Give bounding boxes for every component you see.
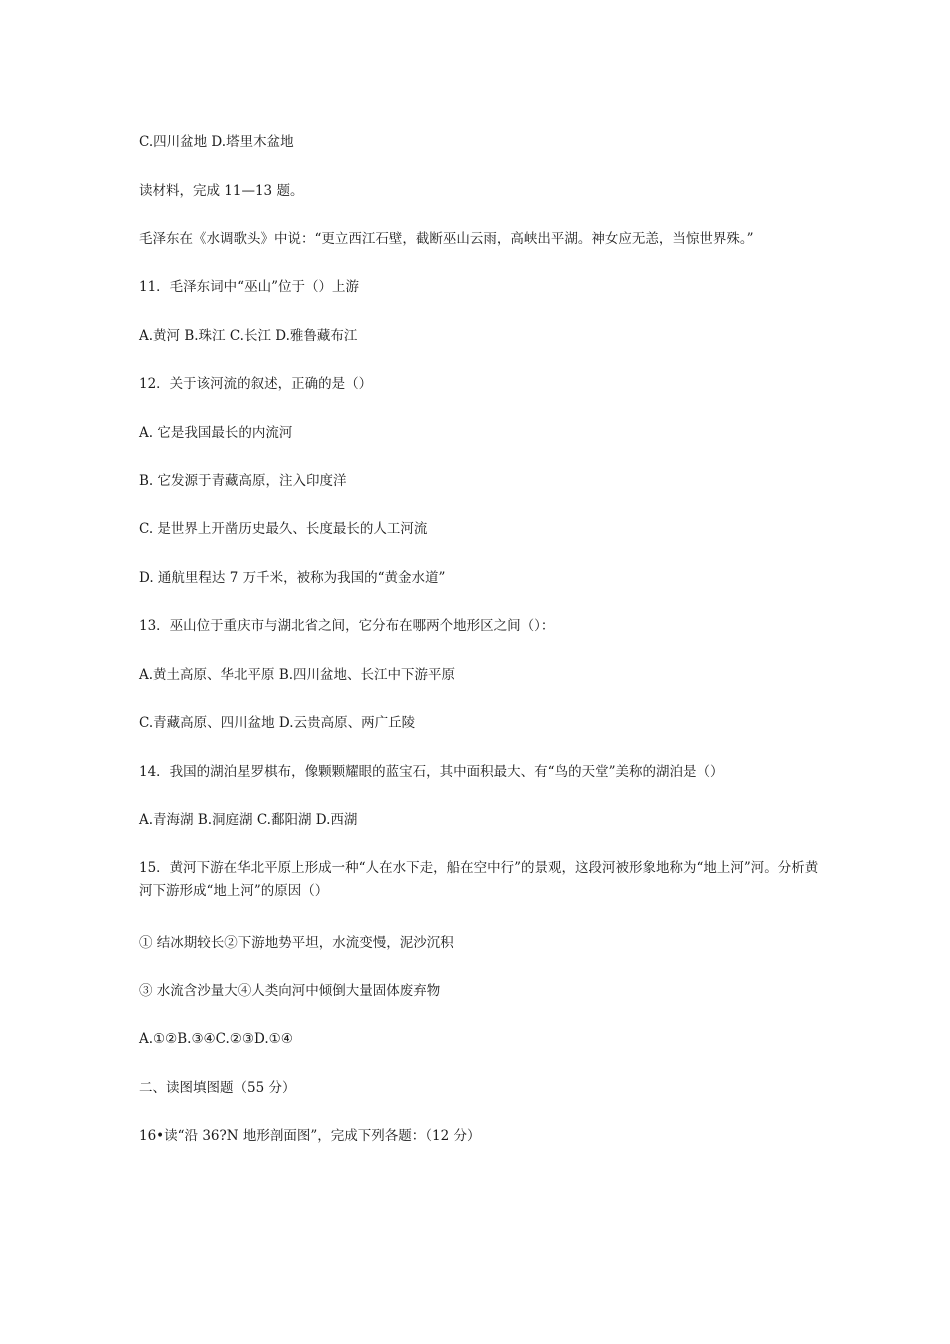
question-11: 11．毛泽东词中“巫山”位于（）上游 [139, 279, 359, 295]
question-13-options-cd: C.青藏高原、四川盆地 D.云贵高原、两广丘陵 [139, 715, 416, 731]
question-13: 13．巫山位于重庆市与湖北省之间，它分布在哪两个地形区之间（）： [139, 618, 555, 634]
question-14-options: A.青海湖 B.洞庭湖 C.鄱阳湖 D.西湖 [139, 812, 358, 828]
question-14: 14．我国的湖泊星罗棋布，像颗颗耀眼的蓝宝石，其中面积最大、有“鸟的天堂”美称的湖泊是（） [139, 764, 724, 780]
question-15-options: A.①②B.③④C.②③D.①④ [139, 1031, 293, 1047]
reading-instruction: 读材料，完成 11—13 题。 [139, 183, 304, 199]
poem-quote: 毛泽东在《水调歌头》中说：“更立西江石壁，截断巫山云雨，高峡出平湖。神女应无恙，当惊世界殊。” [139, 231, 754, 247]
option-line-10cd: C.四川盆地 D.塔里木盆地 [139, 134, 294, 150]
question-13-options-ab: A.黄土高原、华北平原 B.四川盆地、长江中下游平原 [139, 667, 456, 683]
question-15: 15．黄河下游在华北平原上形成一种“人在水下走，船在空中行”的景观，这段河被形象地称为“地上河”河。分析黄河下游形成“地上河”的原因（） [139, 860, 819, 899]
question-16: 16•读“沿 36?N 地形剖面图”，完成下列各题：（12 分） [139, 1128, 481, 1144]
question-15-statements-34: ③ 水流含沙量大④人类向河中倾倒大量固体废弃物 [139, 983, 441, 999]
question-15-statements-12: ① 结冰期较长②下游地势平坦，水流变慢，泥沙沉积 [139, 935, 454, 951]
question-12-option-c: C. 是世界上开凿历史最久、长度最长的人工河流 [139, 521, 428, 537]
question-11-options: A.黄河 B.珠江 C.长江 D.雅鲁藏布江 [139, 328, 358, 344]
question-12: 12．关于该河流的叙述，正确的是（） [139, 376, 373, 392]
question-12-option-a: A. 它是我国最长的内流河 [139, 425, 293, 441]
question-12-option-d: D. 通航里程达 7 万千米，被称为我国的“黄金水道” [139, 570, 446, 586]
section-two-heading: 二、读图填图题（55 分） [139, 1080, 296, 1096]
question-12-option-b: B. 它发源于青藏高原，注入印度洋 [139, 473, 347, 489]
